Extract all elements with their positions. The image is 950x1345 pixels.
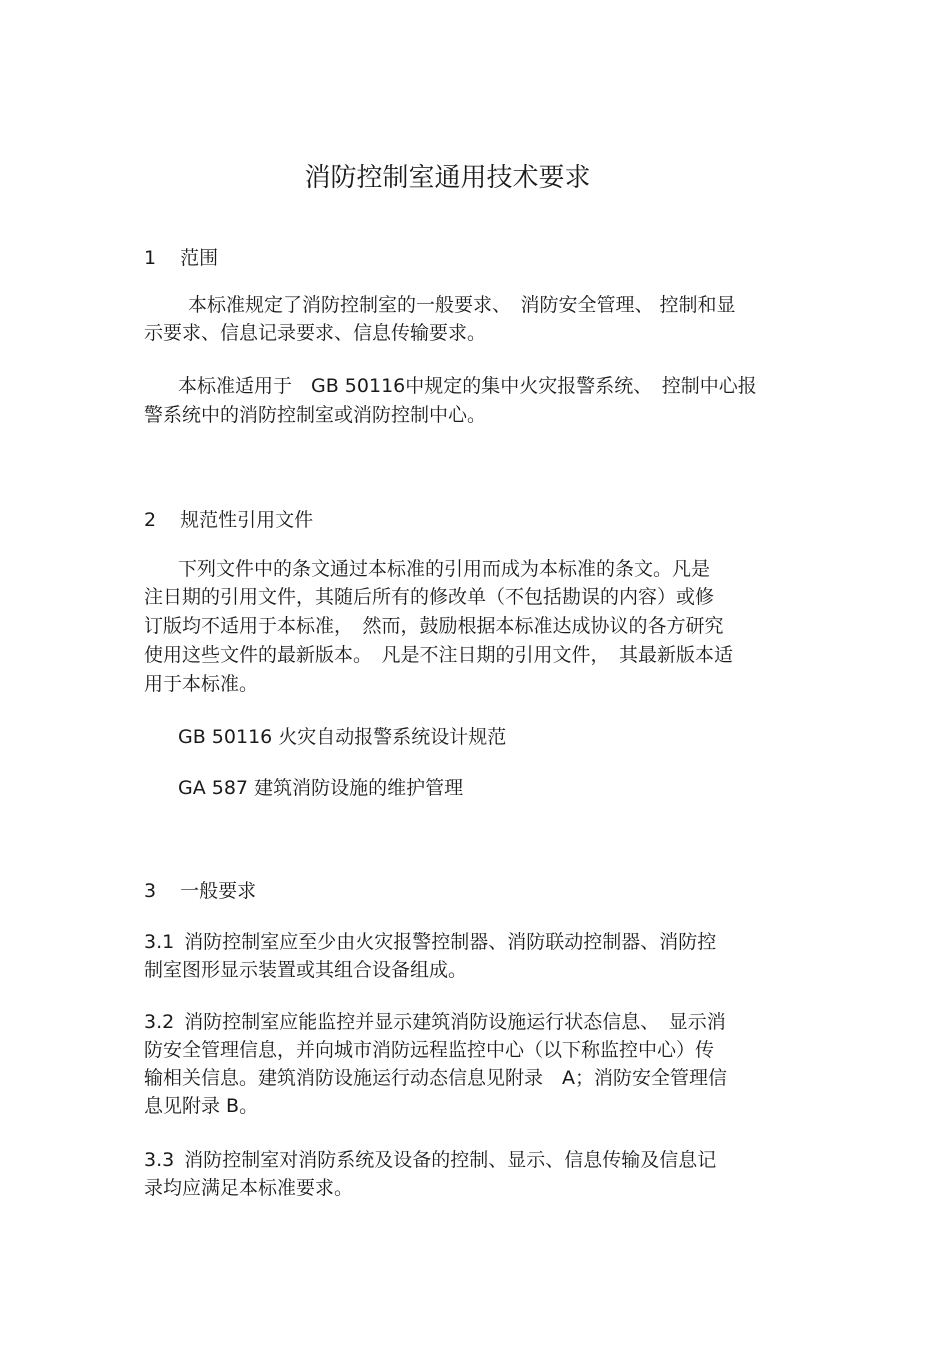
clause-text: 录均应满足本标准要求。 — [144, 1177, 354, 1199]
clause-text: 消防控制室对消防系统及设备的控制、显示、信息传输及信息记 — [184, 1149, 717, 1171]
paragraph-line: 警系统中的消防控制室或消防控制中心。 — [144, 404, 487, 426]
paragraph-line: 用于本标准。 — [144, 673, 259, 695]
clause-text: 消防控制室应至少由火灾报警控制器、消防联动控制器、消防控 — [184, 931, 717, 953]
paragraph-line: 使用这些文件的最新版本。 凡是不注日期的引用文件， 其最新版本适 — [144, 644, 734, 666]
paragraph-line: 本标准适用于 GB 50116中规定的集中火灾报警系统、 控制中心报 — [178, 375, 757, 397]
clause-text: 输相关信息。建筑消防设施运行动态信息见附录 A；消防安全管理信 — [144, 1067, 727, 1089]
section-1-heading — [144, 244, 218, 273]
clause-number: 3.3 — [144, 1149, 175, 1171]
paragraph-line: 订版均不适用于本标准， 然而，鼓励根据本标准达成协议的各方研究 — [144, 615, 724, 637]
reference-item: GA 587 建筑消防设施的维护管理 — [178, 777, 464, 799]
clause-number: 3.2 — [144, 1011, 175, 1033]
clause-text: 消防控制室应能监控并显示建筑消防设施运行状态信息、 显示消 — [184, 1011, 726, 1033]
document-title: 消防控制室通用技术要求 — [304, 163, 591, 193]
clause-text: 制室图形显示装置或其组合设备组成。 — [144, 959, 468, 981]
clause-3-3-line — [144, 1146, 716, 1175]
clause-text: 息见附录 B。 — [144, 1095, 259, 1117]
section-title: 规范性引用文件 — [180, 509, 314, 531]
section-2-heading — [144, 506, 313, 535]
clause-number: 3.1 — [144, 931, 175, 953]
paragraph-line: 本标准规定了消防控制室的一般要求、 消防安全管理、 控制和显 — [188, 294, 736, 316]
clause-text: 防安全管理信息，并向城市消防远程监控中心（以下称监控中心）传 — [144, 1039, 715, 1061]
section-number: 2 — [144, 509, 157, 531]
section-number: 3 — [144, 880, 157, 902]
reference-item: GB 50116 火灾自动报警系统设计规范 — [178, 726, 507, 748]
paragraph-line: 注日期的引用文件，其随后所有的修改单（不包括勘误的内容）或修 — [144, 586, 715, 608]
section-number: 1 — [144, 247, 157, 269]
section-title: 一般要求 — [180, 880, 257, 902]
paragraph-line: 示要求、信息记录要求、信息传输要求。 — [144, 322, 487, 344]
clause-3-1-line — [144, 928, 716, 957]
paragraph-line: 下列文件中的条文通过本标准的引用而成为本标准的条文。凡是 — [178, 558, 711, 580]
section-title: 范围 — [180, 247, 219, 269]
section-3-heading — [144, 877, 256, 906]
clause-3-2-line — [144, 1008, 726, 1037]
